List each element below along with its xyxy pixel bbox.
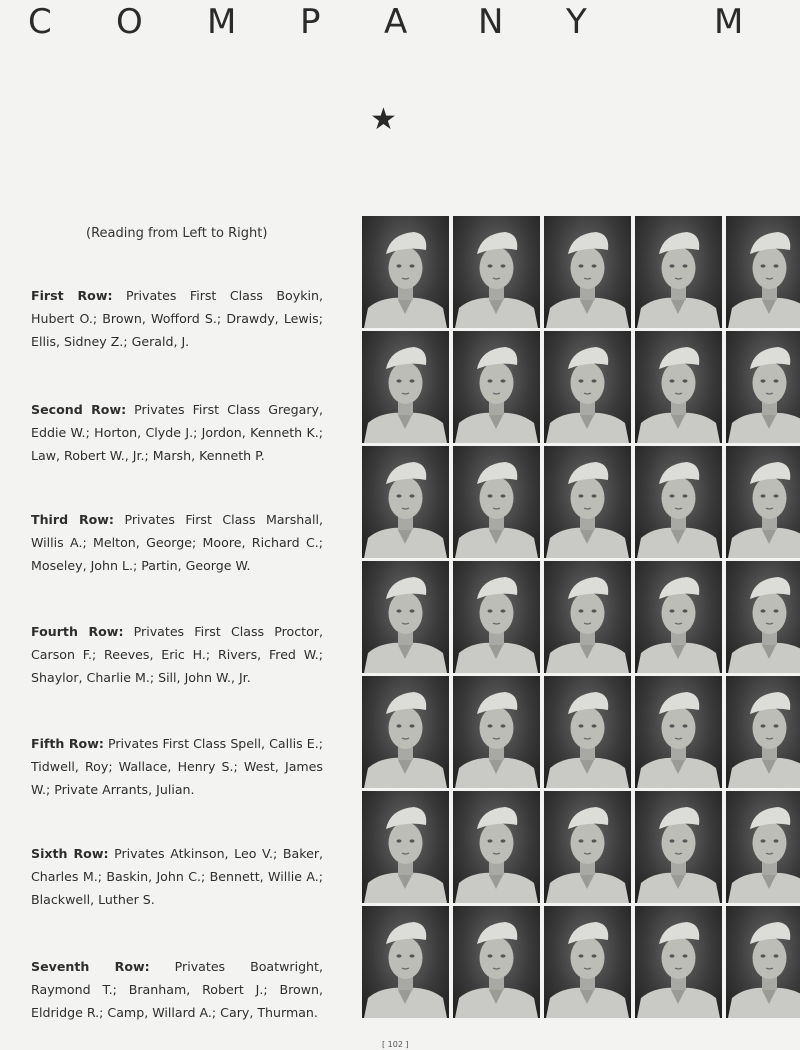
portrait-photo	[635, 676, 722, 788]
portrait-photo	[362, 446, 449, 558]
row-caption-6	[31, 842, 323, 911]
row-names: Privates Boatwright, Raymond T.; Branham, Robert J.; Brown, Eldridge R.; Camp, Willard A.; Cary, Thurman.	[31, 959, 323, 1020]
portrait-photo	[453, 906, 540, 1018]
row-caption-1	[31, 284, 323, 353]
row-label: Third Row:	[31, 512, 114, 527]
portrait-photo	[544, 331, 631, 443]
portrait-photo	[635, 791, 722, 903]
portrait-photo	[635, 446, 722, 558]
row-label: Fourth Row:	[31, 624, 124, 639]
portrait-photo	[635, 906, 722, 1018]
portrait-photo	[362, 906, 449, 1018]
portrait-photo	[453, 216, 540, 328]
row-names: Privates First Class Proctor, Carson F.; Reeves, Eric H.; Rivers, Fred W.; Shaylor, Charlie M.; Sill, John W., Jr.	[31, 624, 323, 685]
portrait-photo	[635, 561, 722, 673]
portrait-photo	[544, 791, 631, 903]
row-names: Privates First Class Spell, Callis E.; Tidwell, Roy; Wallace, Henry S.; West, James W.; Private Arrants, Julian.	[31, 736, 323, 797]
title-letter: Y	[566, 2, 587, 42]
title-letter: P	[300, 2, 321, 42]
page-number: [ 102 ]	[382, 1040, 409, 1049]
portrait-photo	[635, 331, 722, 443]
portrait-photo	[453, 331, 540, 443]
portrait-photo	[362, 216, 449, 328]
portrait-photo	[362, 676, 449, 788]
portrait-photo	[453, 446, 540, 558]
portrait-photo	[726, 906, 800, 1018]
row-label: Seventh Row:	[31, 959, 150, 974]
row-caption-3	[31, 508, 323, 577]
portrait-photo	[544, 446, 631, 558]
portrait-photo	[726, 791, 800, 903]
page-title	[0, 2, 800, 42]
row-names: Privates First Class Boykin, Hubert O.; Brown, Wofford S.; Drawdy, Lewis; Ellis, Sidney Z.; Gerald, J.	[31, 288, 323, 349]
row-label: First Row:	[31, 288, 113, 303]
portrait-photo	[726, 561, 800, 673]
portrait-photo	[726, 446, 800, 558]
row-caption-2	[31, 398, 323, 467]
portrait-photo	[362, 331, 449, 443]
portrait-photo	[726, 331, 800, 443]
portrait-photo	[726, 676, 800, 788]
portrait-photo	[453, 676, 540, 788]
title-letter: A	[384, 2, 408, 42]
row-names: Privates First Class Gregary, Eddie W.; Horton, Clyde J.; Jordon, Kenneth K.; Law, Robert W., Jr.; Marsh, Kenneth P.	[31, 402, 323, 463]
portrait-photo	[544, 676, 631, 788]
portrait-photo	[362, 791, 449, 903]
title-letter: M	[207, 2, 237, 42]
star-icon: ★	[370, 102, 397, 137]
title-letter: O	[116, 2, 143, 42]
row-label: Sixth Row:	[31, 846, 109, 861]
portrait-grid	[362, 216, 800, 1020]
title-letter: M	[714, 2, 744, 42]
row-label: Fifth Row:	[31, 736, 104, 751]
reading-caption: (Reading from Left to Right)	[86, 226, 268, 241]
row-label: Second Row:	[31, 402, 127, 417]
row-caption-4	[31, 620, 323, 689]
portrait-photo	[453, 791, 540, 903]
row-names: Privates First Class Marshall, Willis A.; Melton, George; Moore, Richard C.; Moseley, John L.; Partin, George W.	[31, 512, 324, 573]
portrait-photo	[544, 561, 631, 673]
portrait-photo	[726, 216, 800, 328]
portrait-photo	[544, 216, 631, 328]
row-names: Privates Atkinson, Leo V.; Baker, Charles M.; Baskin, John C.; Bennett, Willie A.; Blackwell, Luther S.	[31, 846, 323, 907]
row-caption-5	[31, 732, 323, 801]
title-letter: C	[28, 2, 52, 42]
portrait-photo	[544, 906, 631, 1018]
portrait-photo	[453, 561, 540, 673]
row-caption-7	[31, 955, 323, 1024]
title-letter: N	[478, 2, 504, 42]
portrait-photo	[635, 216, 722, 328]
portrait-photo	[362, 561, 449, 673]
